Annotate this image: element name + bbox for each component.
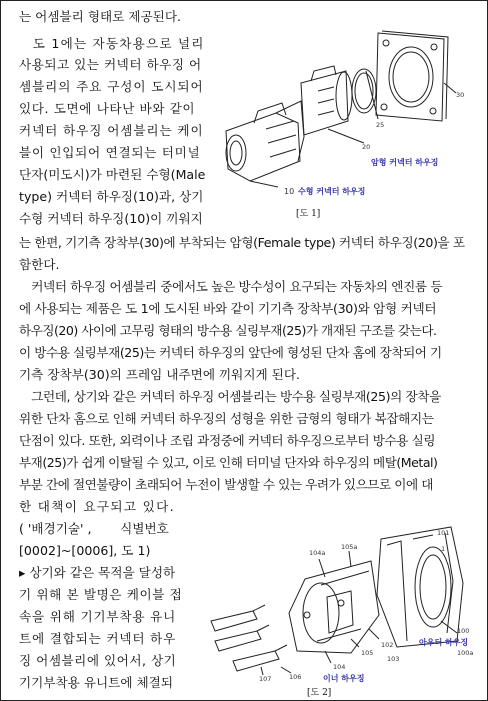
ref-30: 30 bbox=[456, 91, 465, 99]
figure-1 bbox=[206, 11, 476, 231]
text-line: 셈블리의 주요 구성이 도시되어 bbox=[19, 79, 204, 94]
text-line: 징 어셈블리에 있어서, 상기 bbox=[19, 653, 177, 668]
text-line: ▸ 상기와 같은 목적을 달성하 bbox=[19, 565, 176, 580]
text-line: [0002]~[0006], 도 1) bbox=[19, 543, 151, 558]
connector-housing-drawing bbox=[206, 11, 476, 231]
text-line: 커넥터 하우징 어셈블리 중에서도 높은 방수성이 요구되는 자동차의 엔진룸 등 bbox=[19, 279, 443, 294]
text-line: 커넥터 하우징 어셈블리는 케이 bbox=[19, 123, 204, 138]
ref-1: 1 bbox=[441, 545, 446, 553]
ref-20: 20 bbox=[362, 143, 371, 151]
ref-105: 105 bbox=[361, 649, 374, 657]
text-line: 는 한편, 기기측 장착부(30)에 부착되는 암형(Female type) 커넥터 하우징(20)을 포 bbox=[19, 235, 465, 250]
figure-1-caption: [도 1] bbox=[296, 209, 321, 219]
figure-2 bbox=[201, 521, 481, 697]
text-line: 단자(미도시)가 마련된 수형(Male bbox=[19, 167, 206, 182]
text-line: 함한다. bbox=[19, 257, 60, 272]
ref-102: 102 bbox=[381, 641, 394, 649]
ref-100: 100 bbox=[457, 627, 470, 635]
text-line: 속을 위해 기기부착용 유니 bbox=[19, 609, 177, 624]
text-line: 트에 결합되는 커넥터 하우 bbox=[19, 631, 177, 646]
ref-100a: 100a bbox=[457, 649, 474, 657]
figure-2-caption: [도 2] bbox=[307, 688, 332, 697]
ref-104a: 104a bbox=[309, 549, 326, 557]
text-line: 블이 인입되어 연결되는 터미널 bbox=[19, 145, 201, 160]
female-housing-label: 암형 커넥터 하우징 bbox=[371, 158, 439, 167]
text-line: 기측 장착부(30)의 프레임 내주면에 끼워지게 된다. bbox=[19, 367, 301, 382]
ref-25: 25 bbox=[376, 121, 385, 129]
text-line: 위한 단차 홈으로 인해 커넥터 하우징의 성형을 위한 금형의 형태가 복잡해지는 bbox=[19, 411, 434, 426]
ref-103: 103 bbox=[387, 655, 400, 663]
inner-housing-label: 이너 하우징 bbox=[323, 674, 365, 683]
ref-10: 10 bbox=[284, 187, 295, 196]
text-line: 에 사용되는 제품은 도 1에 도시된 바와 같이 기기측 장착부(30)와 암형 커넥터 bbox=[19, 301, 437, 316]
text-line: 단점이 있다. 또한, 외력이나 조립 과정중에 커넥터 하우징으로부터 방수용 실링 bbox=[19, 433, 436, 448]
ref-104: 104 bbox=[333, 663, 346, 671]
text-line: 부재(25)가 쉽게 이탈될 수 있고, 이로 인해 터미널 단자와 하우징의 메탈(Metal) bbox=[19, 455, 438, 470]
text-line: 한 대책이 요구되고 있다. bbox=[19, 499, 175, 514]
text-line: 부분 간에 절연불량이 초래되어 누전이 발생할 수 있는 우려가 있으므로 이에 대 bbox=[19, 477, 433, 492]
ref-107: 107 bbox=[259, 675, 272, 683]
text-line: 도 1에는 자동차용으로 널리 bbox=[19, 36, 205, 51]
text-line: ( '배경기술' , 식별번호 bbox=[19, 521, 169, 536]
text-line: 이 방수용 실링부재(25)는 커넥터 하우징의 앞단에 형성된 단차 홈에 장착되어 기 bbox=[19, 345, 442, 360]
text-line: type) 커넥터 하우징(10)과, 상기 bbox=[19, 189, 204, 204]
ref-106: 106 bbox=[289, 673, 302, 681]
ref-105a: 105a bbox=[341, 543, 358, 551]
text-line: 있다. 도면에 나타난 바와 같이 bbox=[19, 101, 196, 116]
text-line: 기기부착용 유니트에 체결되 bbox=[19, 675, 173, 690]
text-line: 사용되고 있는 커넥터 하우징 어 bbox=[19, 57, 202, 72]
text-line: 는 어셈블리 형태로 제공된다. bbox=[19, 9, 181, 24]
text-line: 기 위해 본 발명은 케이블 접 bbox=[19, 587, 183, 602]
outer-housing-label: 아우터 하우징 bbox=[419, 638, 469, 647]
text-line: 그런데, 상기와 같은 커넥터 하우징 어셈블리는 방수용 실링부재(25)의 장착을 bbox=[19, 389, 441, 404]
ref-101: 101 bbox=[437, 529, 450, 537]
text-line: 수형 커넥터 하우징(10)이 끼워지 bbox=[19, 211, 203, 226]
text-line: 하우징(20) 사이에 고무링 형태의 방수용 실링부재(25)가 개재된 구조를 갖는다. bbox=[19, 323, 437, 338]
male-housing-label: 수형 커넥터 하우징 bbox=[298, 187, 366, 196]
